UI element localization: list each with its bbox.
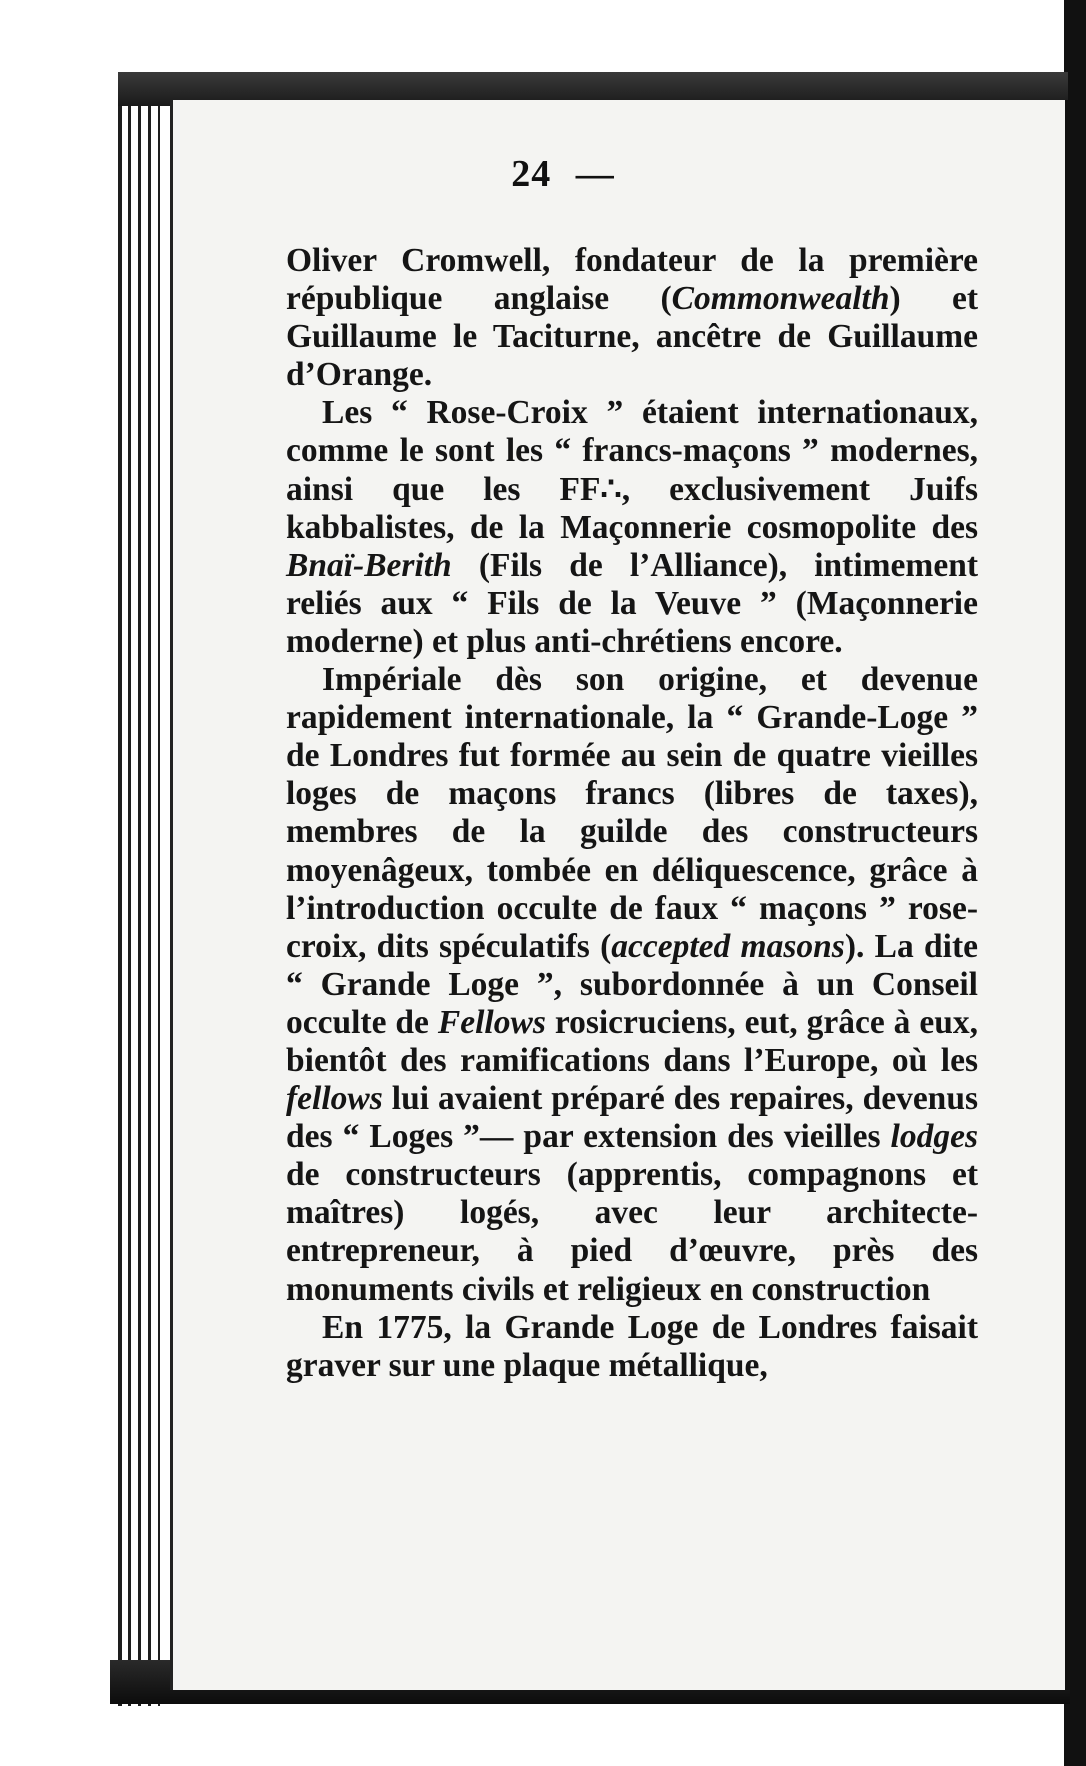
- paragraph: [286, 1309, 978, 1385]
- page-number: 24: [511, 153, 552, 195]
- text-run: lui avaient préparé des repaires, devenus des “ Loges ”— par extension des vieilles: [286, 1080, 978, 1156]
- text-run: de constructeurs (apprentis, compagnons et maîtres) logés, avec leur architecte-entrepreneur, à pied d’œuvre, près des monuments civils et religieux en construction: [286, 1156, 978, 1308]
- paragraph: [286, 242, 978, 394]
- italic-text: Fellows: [437, 1003, 546, 1041]
- italic-text: accepted masons: [611, 927, 845, 965]
- italic-text: fellows: [286, 1080, 383, 1118]
- page-header: [0, 152, 1086, 196]
- italic-text: Commonwealth: [671, 280, 890, 318]
- text-run: ). La dite “ Grande Loge ”, subordonnée à un Conseil occulte de: [286, 927, 978, 1041]
- text-run: Impériale dès son origine, et devenue rapidement internationale, la “ Grande-Loge ” de Londres fut formée au sein de quatre vieilles loges de maçons francs (libres de taxes), membres de la guilde des constructeurs moyenâgeux, tombée en déliquescence, grâce à l’introduction occulte de faux “ maçons ” rose-croix, dits spéculatifs (: [286, 661, 978, 965]
- text-run: rosicruciens, eut, grâce à eux, bientôt des ramifications dans l’Europe, où les: [286, 1003, 979, 1079]
- italic-text: Bnaï-Berith: [286, 546, 452, 584]
- text-run: (Fils de l’Alliance), intimement reliés aux “ Fils de la Veuve ” (Maçonnerie moderne) et plus anti-chrétiens encore.: [286, 546, 978, 660]
- text-run: En 1775, la Grande Loge de Londres faisait graver sur une plaque métallique,: [286, 1308, 978, 1384]
- body-text: [286, 242, 978, 1385]
- page-edge: [148, 86, 151, 1706]
- page-edge: [118, 86, 122, 1706]
- header-dash: —: [575, 153, 615, 195]
- italic-text: lodges: [890, 1118, 978, 1156]
- page-edge: [158, 86, 160, 1706]
- text-run: Les “ Rose-Croix ” étaient internationaux, comme le sont les “ francs-maçons ” modernes, ainsi que les FF∴, exclusivement Juifs kabbalistes, de la Maçonnerie cosmopolite des: [286, 394, 978, 546]
- text-run: ) et Guillaume le Taciturne, ancêtre de Guillaume d’Orange.: [286, 280, 979, 394]
- paragraph: [286, 394, 978, 661]
- page-edge: [138, 86, 141, 1706]
- page-edge: [128, 86, 131, 1706]
- text-run: Oliver Cromwell, fondateur de la première république anglaise (: [286, 242, 978, 318]
- paragraph: [286, 661, 978, 1309]
